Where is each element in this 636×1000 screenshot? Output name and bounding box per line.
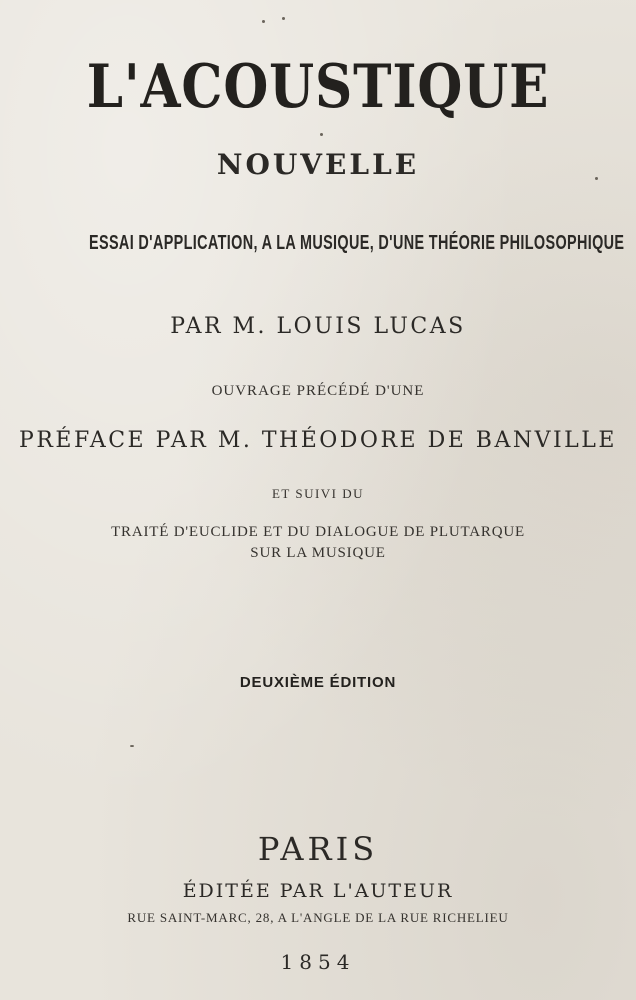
suivi-line: ET SUIVI DU: [271, 486, 365, 501]
city-name: PARIS: [257, 830, 379, 868]
ouvrage-line: OUVRAGE PRÉCÉDÉ D'UNE: [211, 383, 425, 399]
edition-label: DEUXIÈME ÉDITION: [239, 674, 397, 691]
address-line: RUE SAINT-MARC, 28, A L'ANGLE DE LA RUE RICHELIEU: [127, 910, 509, 925]
paper-speck: [595, 177, 598, 180]
book-description: ESSAI D'APPLICATION, A LA MUSIQUE, D'UNE THÉORIE PHILOSOPHIQUE: [89, 232, 625, 254]
traite-line-1: TRAITÉ D'EUCLIDE ET DU DIALOGUE DE PLUTARQUE: [111, 524, 525, 540]
preface-line: PRÉFACE PAR M. THÉODORE DE BANVILLE: [19, 428, 617, 453]
paper-speck: [262, 20, 265, 23]
book-title: L'ACOUSTIQUE: [86, 52, 550, 122]
author-line: PAR M. LOUIS LUCAS: [170, 314, 466, 339]
publisher-line: ÉDITÉE PAR L'AUTEUR: [182, 880, 454, 902]
paper-speck: [282, 17, 285, 20]
traite-line-2: SUR LA MUSIQUE: [250, 545, 386, 561]
paper-speck: [320, 133, 323, 136]
publication-year: 1854: [280, 950, 356, 974]
book-subtitle: NOUVELLE: [216, 148, 420, 181]
paper-speck: [130, 745, 134, 747]
